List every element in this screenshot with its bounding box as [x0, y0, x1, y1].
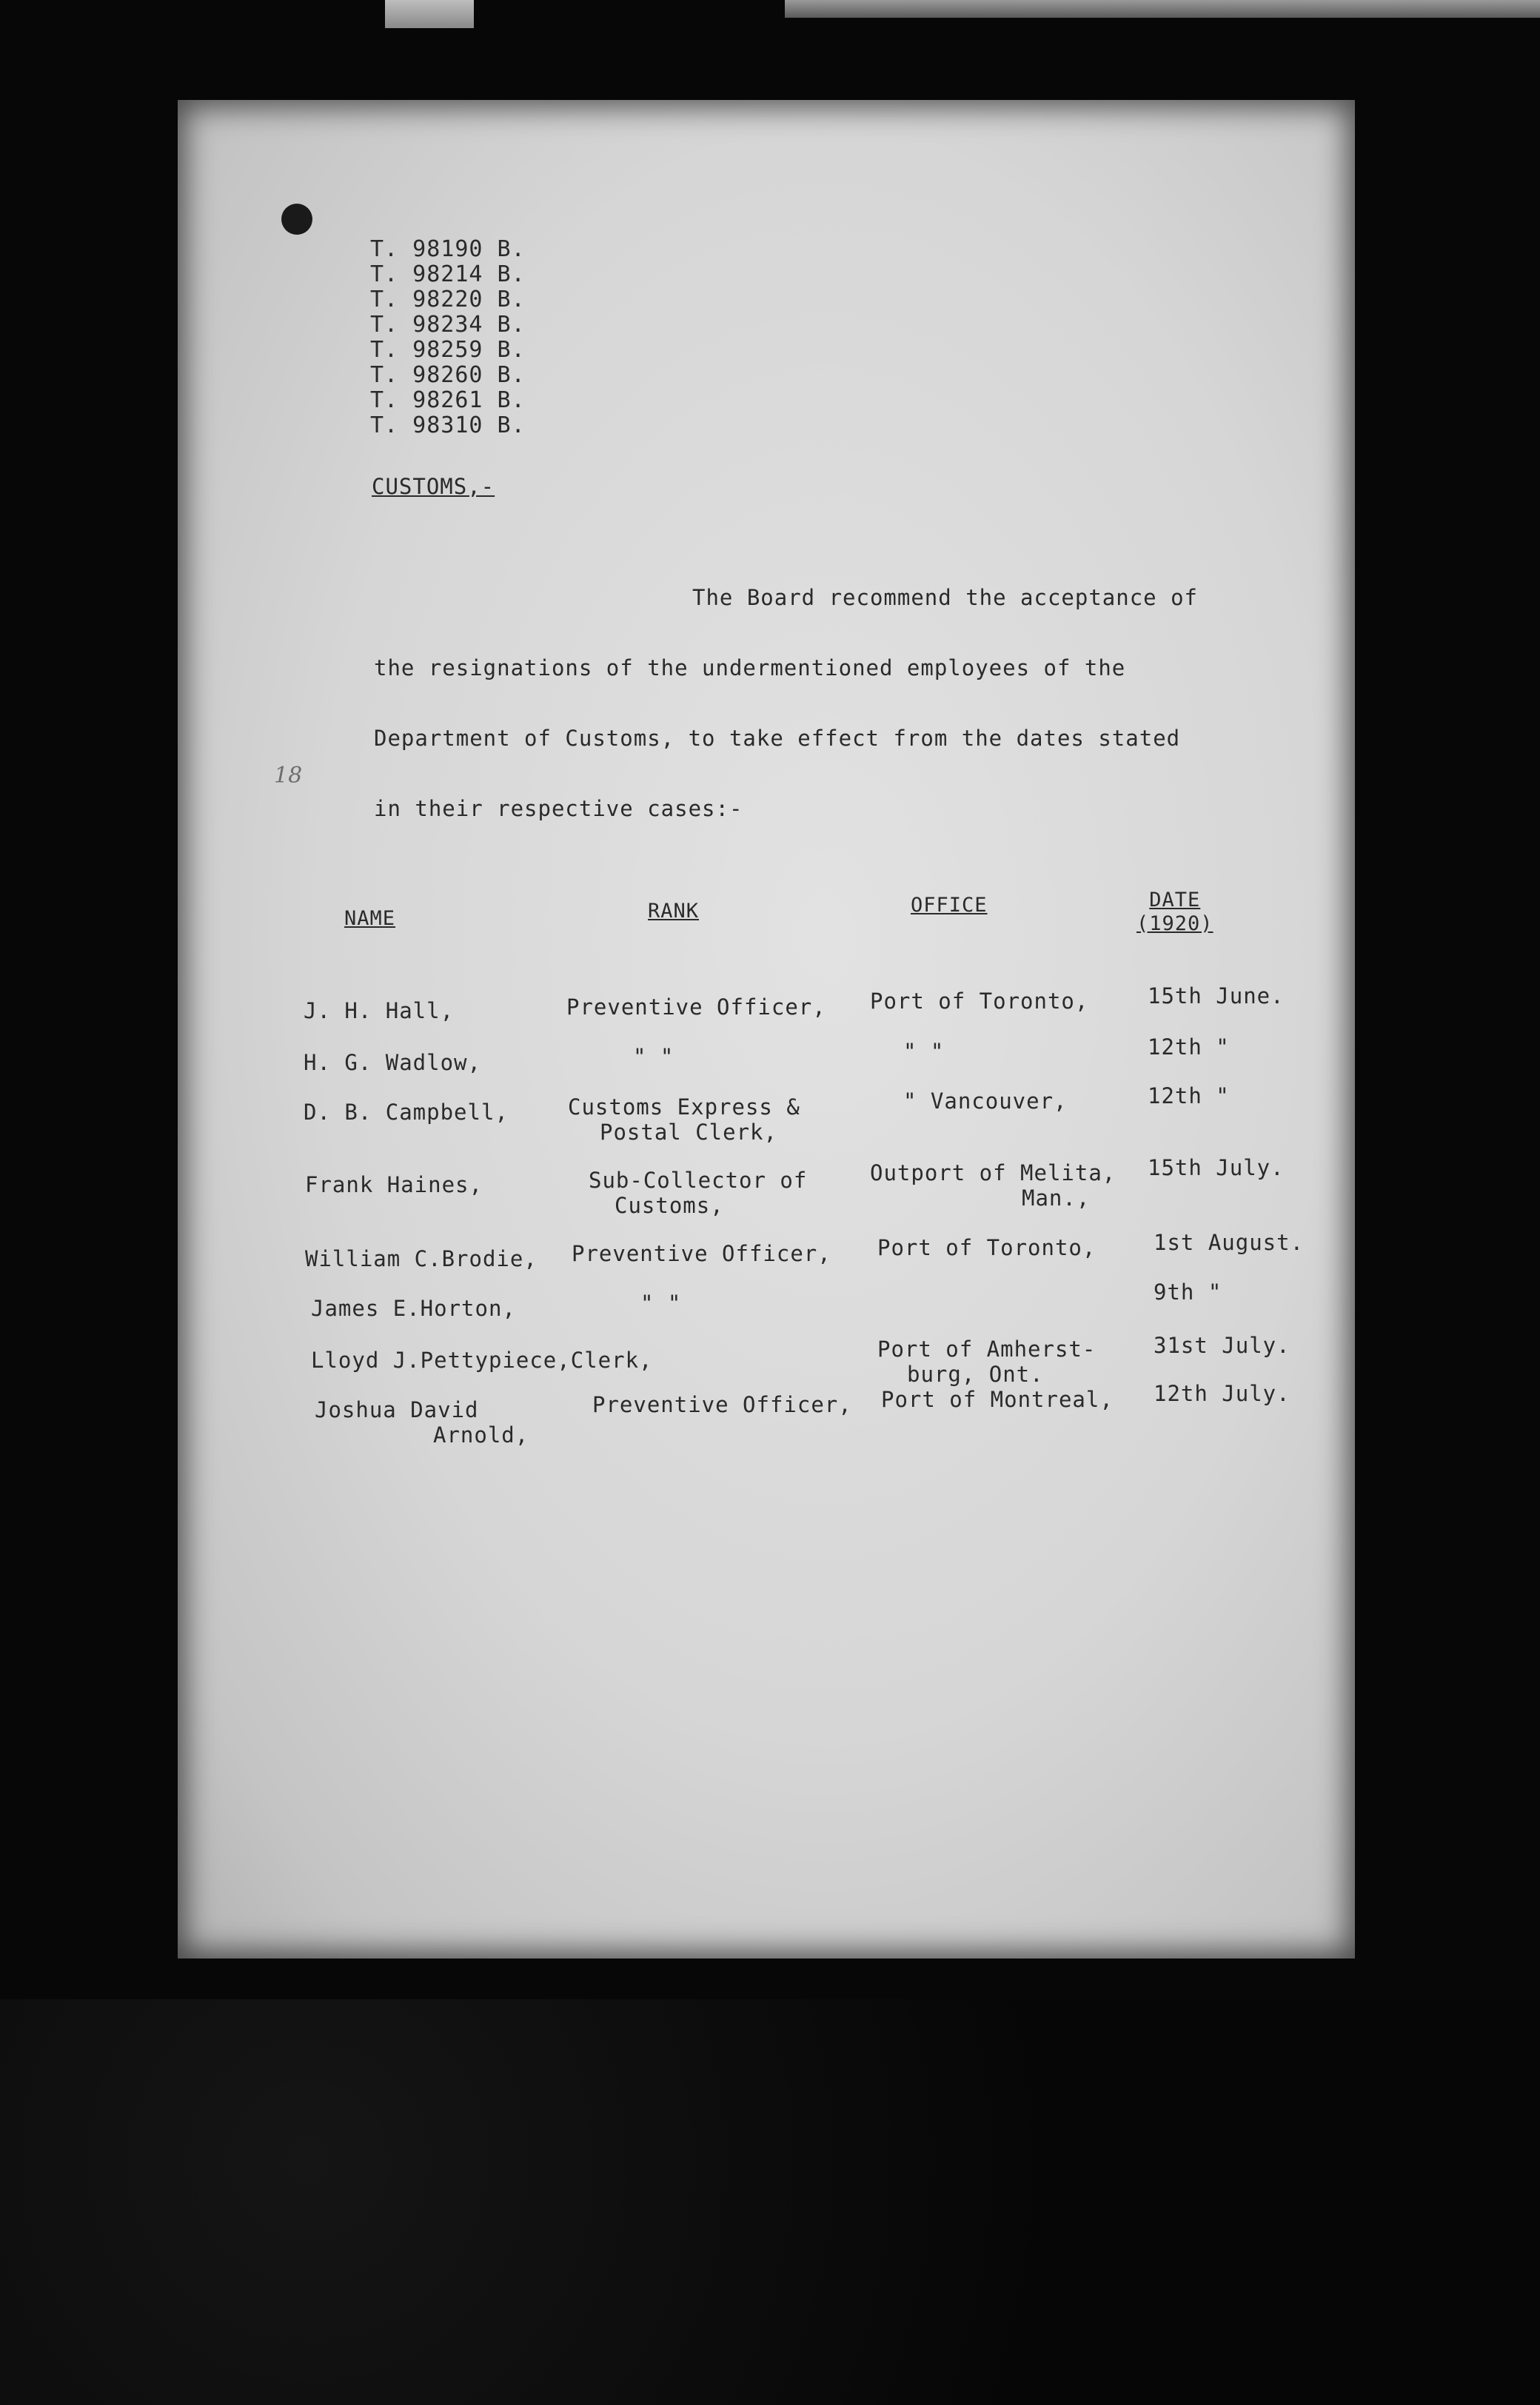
row-office: burg, Ont. — [907, 1362, 1044, 1387]
reference-number: T. 98259 B. — [370, 337, 526, 363]
reference-number: T. 98234 B. — [370, 312, 526, 338]
reference-number: T. 98310 B. — [370, 412, 526, 438]
row-name: Lloyd J.Pettypiece,Clerk, — [311, 1348, 653, 1373]
reference-number: T. 98261 B. — [370, 387, 526, 413]
row-date: 9th " — [1154, 1280, 1222, 1305]
row-office: " " — [903, 1039, 945, 1064]
row-rank: Preventive Officer, — [566, 994, 826, 1020]
row-name: James E.Horton, — [311, 1296, 516, 1321]
row-office: Man., — [1022, 1185, 1091, 1211]
row-name: Joshua David — [315, 1397, 479, 1422]
row-office: Outport of Melita, — [870, 1160, 1116, 1185]
paragraph-line: The Board recommend the acceptance of — [692, 585, 1199, 610]
row-date: 31st July. — [1154, 1333, 1290, 1358]
document-page — [178, 100, 1355, 1959]
row-date: 12th " — [1148, 1034, 1230, 1060]
column-header-date — [1136, 889, 1213, 936]
row-office: Port of Toronto, — [877, 1235, 1097, 1260]
row-date: 15th July. — [1148, 1155, 1285, 1180]
paragraph-line: the resignations of the undermentioned employees of the — [374, 655, 1126, 680]
reference-number: T. 98214 B. — [370, 261, 526, 287]
row-rank: " " — [640, 1291, 682, 1316]
row-name: Arnold, — [433, 1422, 529, 1448]
row-date: 12th July. — [1154, 1381, 1290, 1406]
reference-number: T. 98220 B. — [370, 287, 526, 312]
row-name: J. H. Hall, — [304, 998, 455, 1023]
row-rank: Preventive Officer, — [592, 1392, 852, 1417]
date-header-year: (1920) — [1136, 912, 1213, 935]
row-date: 12th " — [1148, 1083, 1230, 1108]
paragraph-line: in their respective cases:- — [374, 796, 743, 821]
column-header-name: NAME — [344, 907, 396, 930]
paragraph-line: Department of Customs, to take effect from the dates stated — [374, 726, 1181, 751]
row-name: Frank Haines, — [305, 1172, 483, 1197]
reference-number: T. 98260 B. — [370, 362, 526, 388]
row-name: H. G. Wadlow, — [304, 1050, 481, 1075]
column-header-office: OFFICE — [911, 894, 988, 917]
reference-number: T. 98190 B. — [370, 236, 526, 262]
row-rank: Sub-Collector of — [589, 1168, 808, 1193]
row-office: Port of Toronto, — [870, 989, 1089, 1014]
row-name: D. B. Campbell, — [304, 1100, 509, 1125]
row-rank: Preventive Officer, — [572, 1241, 831, 1266]
film-edge-left — [385, 0, 474, 28]
margin-annotation: 18 — [274, 763, 303, 789]
row-rank: Customs, — [615, 1193, 724, 1218]
film-background — [0, 1999, 1540, 2405]
column-header-rank: RANK — [648, 900, 700, 923]
date-header-label: DATE — [1149, 889, 1201, 912]
row-date: 1st August. — [1154, 1230, 1305, 1255]
film-edge-right — [785, 0, 1540, 18]
punch-hole — [281, 204, 312, 235]
section-heading: CUSTOMS,- — [372, 474, 495, 499]
row-rank: " " — [633, 1044, 674, 1069]
row-date: 15th June. — [1148, 983, 1285, 1009]
reference-list — [370, 237, 526, 438]
row-office: Port of Montreal, — [881, 1387, 1114, 1412]
row-name: William C.Brodie, — [305, 1246, 538, 1271]
row-rank: Postal Clerk, — [600, 1120, 777, 1145]
row-rank: Customs Express & — [568, 1094, 800, 1120]
row-office: " Vancouver, — [903, 1088, 1068, 1114]
row-office: Port of Amherst- — [877, 1337, 1097, 1362]
